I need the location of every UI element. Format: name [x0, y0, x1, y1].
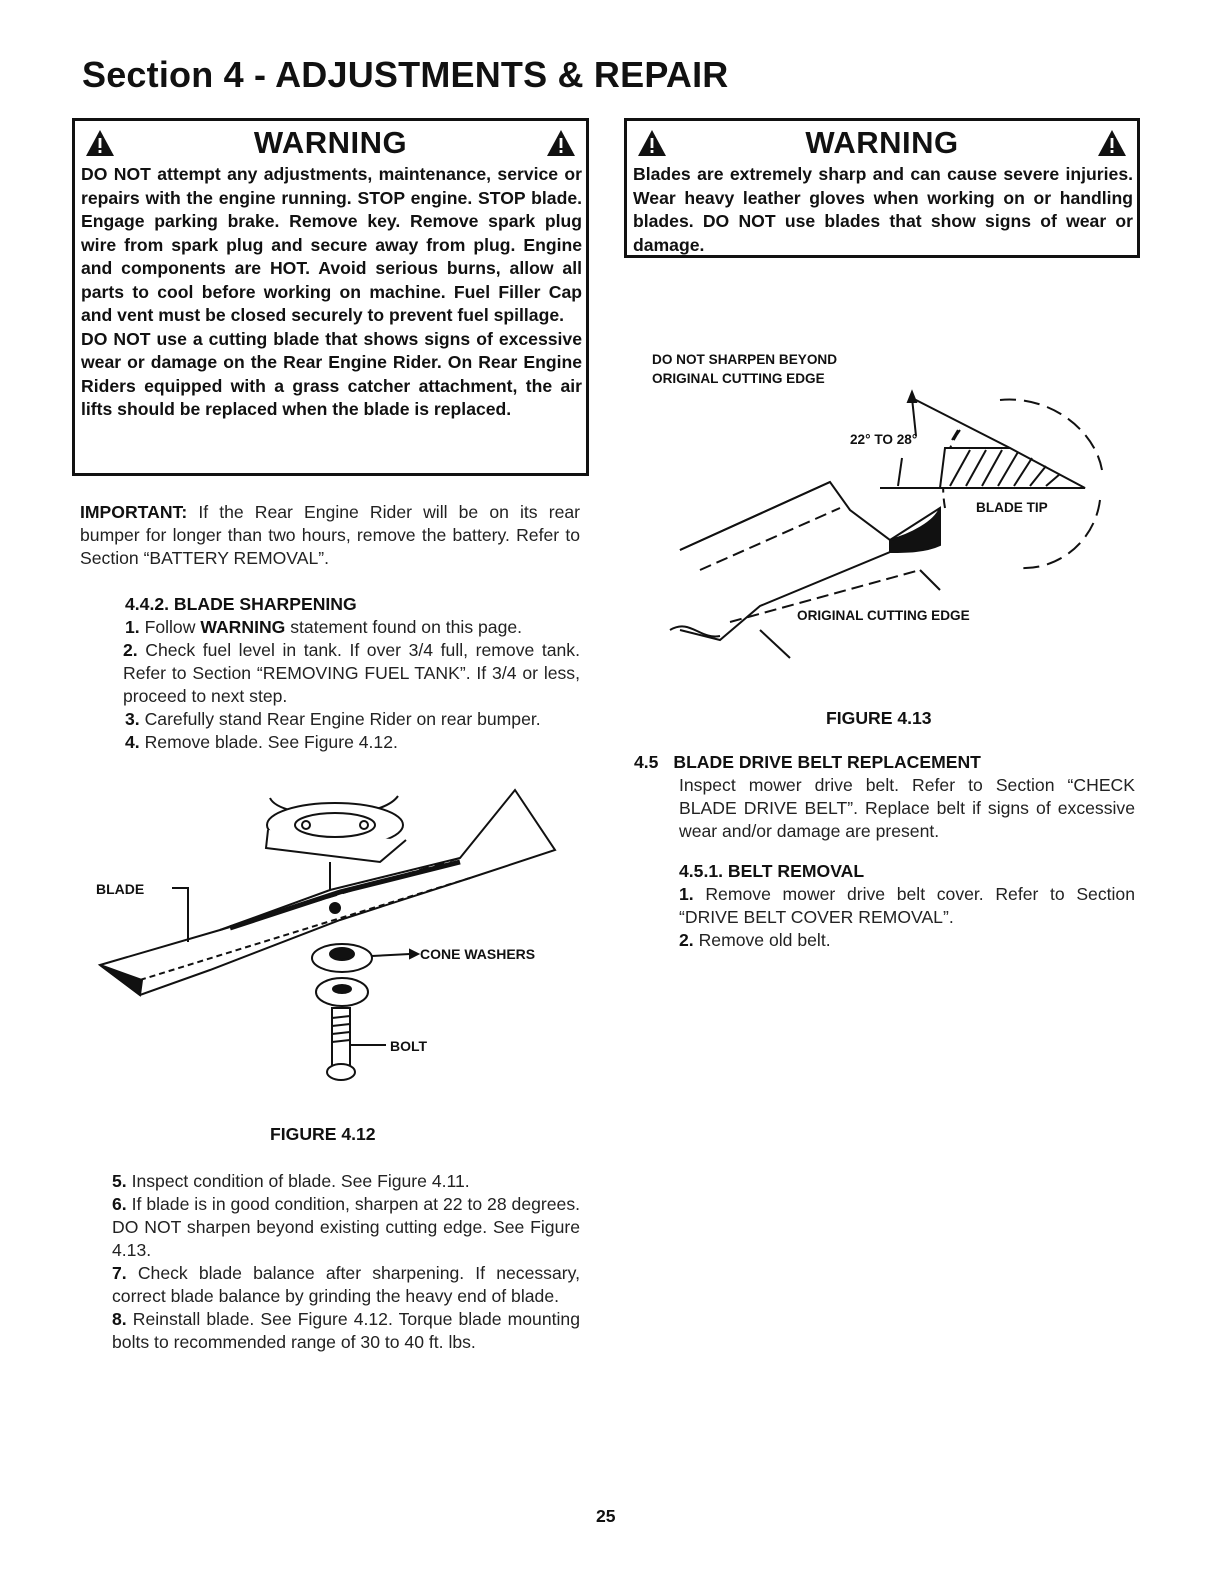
blade-label: BLADE [96, 881, 145, 897]
step-item [679, 929, 1135, 952]
warning-triangle-icon [546, 129, 576, 157]
warning-paragraph: DO NOT attempt any adjustments, maintenance, service or repairs with the engine running. STOP engine. STOP blade. Engage parking brake. Remove key. Remove spark plug wire from spark plug and secure away from plug. Engine and components are HOT. Avoid serious burns, allow all parts to cool before working on machine. Fuel Filler Cap and vent must be closed securely to prevent fuel spillage. [81, 164, 582, 325]
step-item [112, 1308, 580, 1354]
section-number: 4.5 [634, 752, 659, 772]
step-text: Inspect condition of blade. See Figure 4.11. [131, 1171, 470, 1191]
warning-paragraph: Blades are extremely sharp and can cause severe injuries. Wear heavy leather gloves when working on or handling blades. DO NOT use blades that show signs of wear or damage. [633, 164, 1133, 255]
step-item [125, 616, 580, 639]
page-title: Section 4 - ADJUSTMENTS & REPAIR [82, 54, 729, 95]
section-title: BLADE DRIVE BELT REPLACEMENT [673, 752, 981, 772]
warning-triangle-icon [1097, 129, 1127, 157]
step-text: Remove blade. See Figure 4.12. [144, 732, 398, 752]
step-item [112, 1170, 580, 1193]
step-item [125, 708, 580, 731]
warning-body [75, 163, 586, 422]
step-item [112, 1193, 580, 1262]
step-number: 2. [679, 930, 694, 950]
blade-sharpening-steps-a [125, 616, 580, 754]
blade-leader [172, 888, 188, 942]
step-text: Reinstall blade. See Figure 4.12. Torque blade mounting bolts to recommended range of 30 to 40 ft. lbs. [112, 1309, 580, 1352]
step-number: 8. [112, 1309, 127, 1329]
belt-replacement-text: Inspect mower drive belt. Refer to Section “CHECK BLADE DRIVE BELT”. Replace belt if signs of excessive wear and/or damage are present. [679, 775, 1135, 841]
bolt-drawing [327, 1008, 386, 1080]
important-label: IMPORTANT: [80, 502, 188, 522]
step-text: Remove mower drive belt cover. Refer to Section “DRIVE BELT COVER REMOVAL”. [679, 884, 1135, 927]
step-number: 6. [112, 1194, 127, 1214]
blade-tip-label: BLADE TIP [976, 500, 1048, 515]
step-text: Remove old belt. [698, 930, 831, 950]
warning-paragraph: DO NOT use a cutting blade that shows signs of excessive wear or damage on the Rear Engine Rider. On Rear Engine Riders equipped with a grass catcher attachment, the air lifts should be replaced when the blade is replaced. [81, 328, 582, 419]
belt-removal-steps [679, 883, 1135, 952]
step-text: Check fuel level in tank. If over 3/4 full, remove tank. Refer to Section “REMOVING FUEL TANK”. If 3/4 or less, proceed to next step. [123, 640, 580, 706]
bolt-label: BOLT [390, 1038, 428, 1054]
blade-sharpening-steps-b [112, 1170, 580, 1354]
blade-tip-hatch [940, 448, 1085, 488]
step-text: Carefully stand Rear Engine Rider on rear bumper. [144, 709, 541, 729]
step-number: 3. [125, 709, 140, 729]
blade-sharpening-heading: 4.4.2. BLADE SHARPENING [125, 594, 357, 614]
note-line-1: DO NOT SHARPEN BEYOND [652, 352, 838, 367]
step-text: statement found on this page. [285, 617, 523, 637]
figure-4-13-caption: FIGURE 4.13 [826, 708, 932, 728]
step-number: 5. [112, 1171, 127, 1191]
step-text: Check blade balance after sharpening. If necessary, correct blade balance by grinding the heavy end of blade. [112, 1263, 580, 1306]
belt-removal-heading: 4.5.1. BELT REMOVAL [679, 861, 865, 881]
warning-header [75, 121, 586, 163]
page-number: 25 [596, 1506, 616, 1526]
step-item [123, 639, 580, 708]
warning-header [627, 121, 1137, 163]
step-item [112, 1262, 580, 1308]
important-note [80, 501, 580, 570]
step-item [679, 883, 1135, 929]
belt-replacement-heading [634, 752, 981, 773]
warning-body [627, 163, 1137, 257]
figure-4-12 [80, 780, 580, 1090]
cone-washers-label: CONE WASHERS [420, 946, 536, 962]
step-number: 1. [125, 617, 140, 637]
original-edge-label: ORIGINAL CUTTING EDGE [797, 608, 970, 623]
step-bold: WARNING [200, 617, 286, 637]
step-number: 7. [112, 1263, 127, 1283]
angle-label: 22° TO 28° [850, 432, 918, 447]
warning-box-right [624, 118, 1140, 258]
important-text: If the Rear Engine Rider will be on its rear bumper for longer than two hours, remove the battery. Refer to Section “BATTERY REMOVAL”. [80, 502, 581, 568]
warning-box-left [72, 118, 589, 476]
step-number: 4. [125, 732, 140, 752]
note-line-2: ORIGINAL CUTTING EDGE [652, 371, 825, 386]
step-text: Follow [144, 617, 201, 637]
step-text: If blade is in good condition, sharpen at 22 to 28 degrees. DO NOT sharpen beyond existing cutting edge. See Figure 4.13. [112, 1194, 581, 1260]
step-number: 2. [123, 640, 138, 660]
warning-title: WARNING [253, 125, 408, 160]
figure-4-13 [640, 340, 1140, 680]
warning-title: WARNING [805, 125, 959, 160]
cone-washers-drawing [312, 944, 418, 1006]
figure-4-12-caption: FIGURE 4.12 [270, 1124, 376, 1144]
step-item [125, 731, 580, 754]
step-number: 1. [679, 884, 694, 904]
